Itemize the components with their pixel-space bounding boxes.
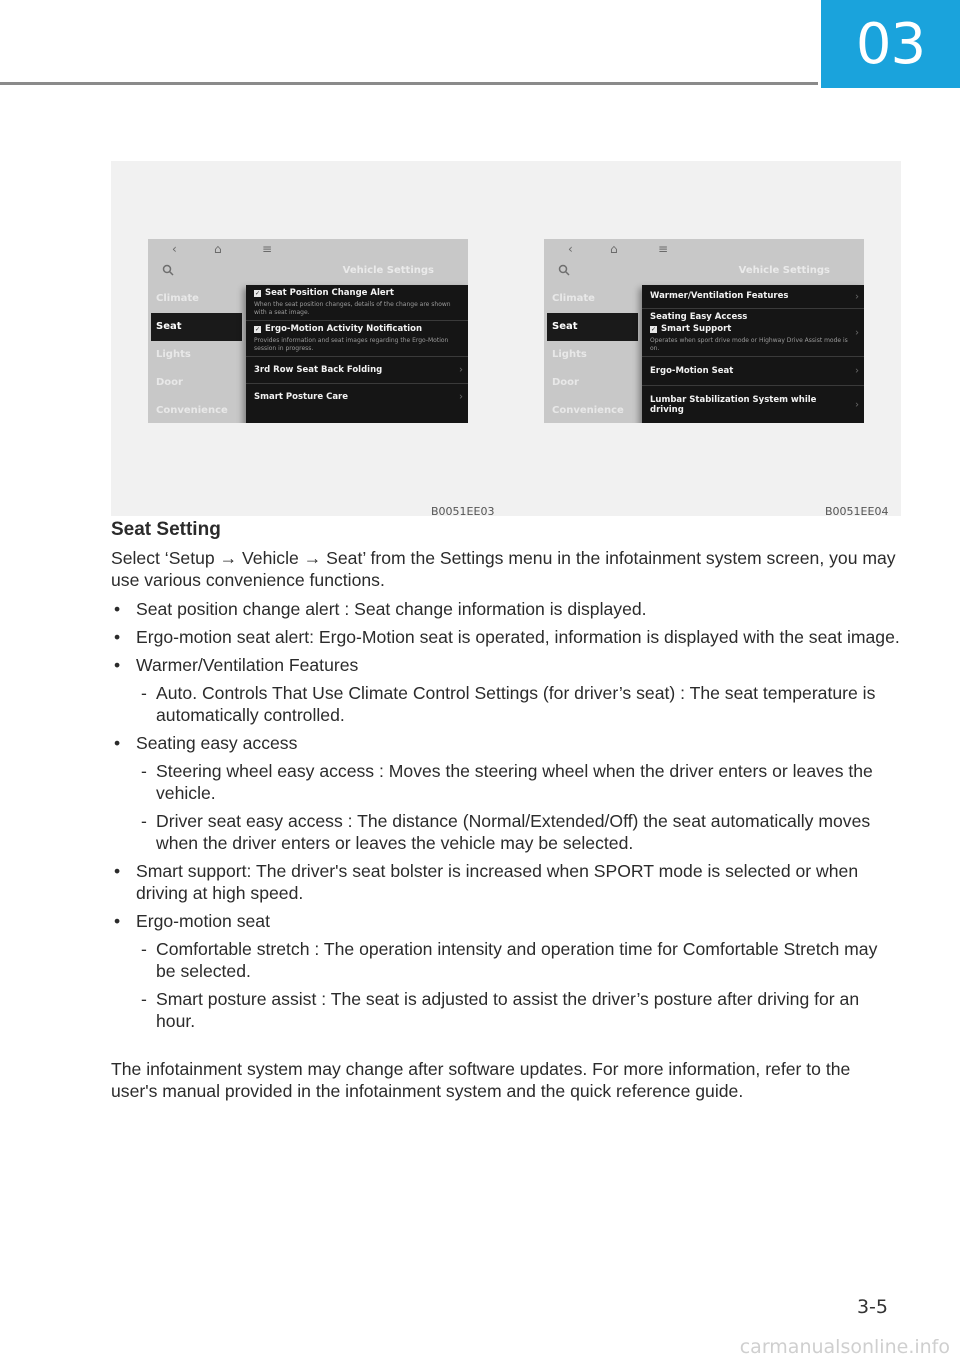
checkbox-icon[interactable]: ✓ (650, 325, 657, 333)
screen-title: Vehicle Settings (342, 265, 434, 276)
sub-list-item: - Comfortable stretch : The operation intensity and operation time for Comfortable Stretch may be selected. (111, 938, 901, 982)
checkbox-icon[interactable]: ✓ (254, 325, 261, 333)
option-smart-posture-care[interactable]: Smart Posture Care › (254, 391, 463, 403)
menu-item-lights[interactable]: Lights (156, 349, 191, 360)
home-icon[interactable]: ⌂ (610, 242, 618, 256)
list-item: • Ergo-motion seat alert: Ergo-Motion seat is operated, information is displayed with the seat image. (111, 626, 901, 648)
option-ergo-motion-activity[interactable]: ✓ Ergo-Motion Activity Notification Provides information and seat images regarding the Ergo-Motion session in progress. (246, 321, 468, 357)
outro-paragraph: The infotainment system may change after software updates. For more information, refer to the user's manual provided in the infotainment system and the quick reference guide. (111, 1059, 851, 1101)
figure-code-1: B0051EE03 (431, 505, 495, 518)
header-rule (0, 82, 818, 85)
option-seating-easy-access[interactable]: Seating Easy Access ✓ Smart Support Operates when sport drive mode or Highway Drive Assist mode is on. › (642, 309, 864, 357)
chevron-right-icon: › (855, 327, 859, 338)
list-item: • Ergo-motion seat (111, 910, 901, 932)
section-body (111, 547, 901, 1120)
list-item: • Seat position change alert : Seat change information is displayed. (111, 598, 901, 620)
chevron-right-icon: › (459, 364, 463, 376)
chevron-right-icon: › (855, 399, 859, 411)
menu-icon[interactable]: ≡ (658, 242, 669, 256)
back-icon[interactable]: ‹ (568, 242, 573, 256)
back-icon[interactable]: ‹ (172, 242, 177, 256)
list-item: • Smart support: The driver's seat bolster is increased when SPORT mode is selected or when driving at high speed. (111, 860, 901, 904)
figure (111, 161, 901, 516)
menu-item-seat[interactable]: Seat (547, 313, 638, 341)
seat-options-panel (642, 285, 864, 423)
menu-item-climate[interactable]: Climate (156, 293, 199, 304)
option-seat-position-change-alert[interactable]: ✓ Seat Position Change Alert When the seat position changes, details of the change are shown with a seat image. (246, 285, 468, 321)
option-warmer-ventilation[interactable]: Warmer/Ventilation Features › (642, 285, 864, 309)
option-lumbar-stabilization[interactable]: Lumbar Stabilization System while driving › (650, 395, 859, 415)
menu-item-climate[interactable]: Climate (552, 293, 595, 304)
screen-seat-settings-1 (148, 239, 468, 423)
screen-title: Vehicle Settings (738, 265, 830, 276)
checkbox-icon[interactable]: ✓ (254, 289, 261, 297)
chevron-right-icon: › (855, 291, 859, 302)
chapter-tab: 03 (821, 0, 960, 88)
sub-list-item: - Driver seat easy access : The distance (Normal/Extended/Off) the seat automatically moves when the driver enters or leaves the vehicle may be selected. (111, 810, 901, 854)
sub-list-item: - Smart posture assist : The seat is adjusted to assist the driver’s posture after driving for an hour. (111, 988, 901, 1032)
list-item: • Warmer/Ventilation Features (111, 654, 901, 676)
chevron-right-icon: › (855, 365, 859, 377)
option-ergo-motion-seat[interactable]: Ergo-Motion Seat › (642, 357, 864, 386)
settings-menu (544, 285, 642, 423)
search-icon[interactable] (162, 264, 174, 276)
list-item: • Seating easy access (111, 732, 901, 754)
sub-list-item: - Auto. Controls That Use Climate Control Settings (for driver’s seat) : The seat temperature is automatically controlled. (111, 682, 901, 726)
home-icon[interactable]: ⌂ (214, 242, 222, 256)
menu-item-door[interactable]: Door (552, 377, 579, 388)
search-icon[interactable] (558, 264, 570, 276)
menu-item-door[interactable]: Door (156, 377, 183, 388)
intro-paragraph: Select ‘Setup → Vehicle → Seat’ from the Settings menu in the infotainment system screen, you may use various convenience functions. (111, 548, 896, 590)
section-title: Seat Setting (111, 519, 221, 540)
screen-seat-settings-2 (544, 239, 864, 423)
settings-menu (148, 285, 246, 423)
seat-options-panel (246, 285, 468, 423)
option-3rd-row-seat-back[interactable]: 3rd Row Seat Back Folding › (246, 357, 468, 384)
menu-item-seat[interactable]: Seat (151, 313, 242, 341)
watermark: carmanualsonline.info (739, 1336, 950, 1358)
sub-list-item: - Steering wheel easy access : Moves the steering wheel when the driver enters or leaves the vehicle. (111, 760, 901, 804)
menu-icon[interactable]: ≡ (262, 242, 273, 256)
figure-code-2: B0051EE04 (825, 505, 889, 518)
menu-item-lights[interactable]: Lights (552, 349, 587, 360)
menu-item-convenience[interactable]: Convenience (552, 405, 624, 416)
chevron-right-icon: › (459, 391, 463, 403)
page-number: 3-5 (856, 1296, 888, 1318)
menu-item-convenience[interactable]: Convenience (156, 405, 228, 416)
